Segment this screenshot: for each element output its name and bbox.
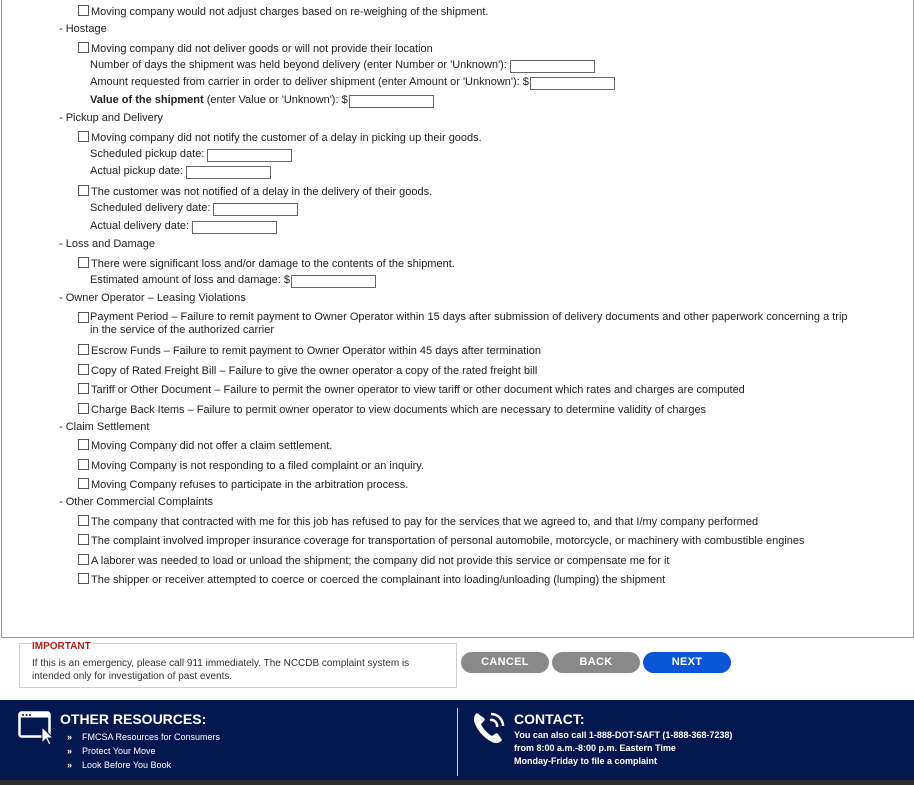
- field-row-shipment-value: Value of the shipment (enter Value or 'Unknown'): $: [90, 94, 434, 108]
- field-row-amount-requested: Amount requested from carrier in order to deliver shipment (enter Amount or 'Unknown'): $: [90, 76, 615, 90]
- link-look-before-you-book[interactable]: Look Before You Book: [82, 760, 172, 770]
- link-fmcsa-resources[interactable]: FMCSA Resources for Consumers: [82, 732, 221, 742]
- section-heading-hostage: - Hostage: [59, 23, 107, 35]
- checkbox[interactable]: [78, 459, 89, 470]
- resources-title: OTHER RESOURCES:: [60, 711, 207, 727]
- checkbox-row-delivery-delay[interactable]: The customer was not notified of a delay in the delivery of their goods.: [78, 185, 432, 199]
- scheduled-delivery-input[interactable]: [213, 203, 298, 216]
- important-notice: [19, 643, 457, 688]
- checkbox-row-not-responding[interactable]: Moving Company is not responding to a filed complaint or an inquiry.: [78, 459, 424, 473]
- actual-delivery-input[interactable]: [192, 221, 277, 234]
- field-row-scheduled-delivery: Scheduled delivery date:: [90, 202, 298, 216]
- checkbox[interactable]: [78, 478, 89, 489]
- loss-estimate-input[interactable]: [291, 275, 376, 288]
- checkbox-row-escrow[interactable]: Escrow Funds – Failure to remit payment to Owner Operator within 45 days after termination: [78, 344, 541, 358]
- contact-title: CONTACT:: [514, 711, 585, 727]
- footer-divider: [457, 708, 458, 776]
- footer-bottom-bar: [0, 780, 914, 785]
- section-heading-loss: - Loss and Damage: [59, 238, 155, 250]
- contact-line-hours: from 8:00 a.m.-8:00 p.m. Eastern Time: [514, 743, 676, 753]
- checkbox[interactable]: [78, 42, 89, 53]
- checkbox-row-refused-pay[interactable]: The company that contracted with me for this job has refused to pay for the services that we agreed to, and that I/my company performed: [78, 515, 758, 529]
- checkbox-row-loss[interactable]: There were significant loss and/or damage to the contents of the shipment.: [78, 257, 455, 271]
- checkbox[interactable]: [78, 515, 89, 526]
- checkbox-row-insurance[interactable]: The complaint involved improper insurance coverage for transportation of personal automobile, motorcycle, or machinery with combustible engines: [78, 534, 805, 548]
- cancel-button[interactable]: CANCEL: [461, 652, 549, 673]
- field-row-days-held: Number of days the shipment was held beyond delivery (enter Number or 'Unknown'):: [90, 59, 595, 73]
- next-button[interactable]: NEXT: [643, 652, 731, 673]
- checkbox[interactable]: [78, 439, 89, 450]
- field-row-scheduled-pickup: Scheduled pickup date:: [90, 148, 292, 162]
- link-protect-your-move[interactable]: Protect Your Move: [82, 746, 156, 756]
- checkbox[interactable]: [78, 131, 89, 142]
- checkbox-row-lumping[interactable]: The shipper or receiver attempted to coerce or coerced the complainant into loading/unloading (lumping) the shipment: [78, 573, 665, 587]
- field-row-loss-estimate: Estimated amount of loss and damage: $: [90, 274, 376, 288]
- checkbox-row-pickup-delay[interactable]: Moving company did not notify the customer of a delay in picking up their goods.: [78, 131, 482, 145]
- section-heading-owner-operator: - Owner Operator – Leasing Violations: [59, 292, 246, 304]
- checkbox[interactable]: [78, 534, 89, 545]
- contact-line-phone: You can also call 1-888-DOT-SAFT (1-888-368-7238): [514, 730, 733, 740]
- chevron-right-icon: »: [67, 746, 73, 756]
- chevron-right-icon: »: [67, 732, 73, 742]
- checkbox-row-tariff[interactable]: Tariff or Other Document – Failure to permit the owner operator to view tariff or other document which rates and charges are computed: [78, 383, 745, 397]
- checkbox-row-payment-period[interactable]: Payment Period – Failure to remit payment to Owner Operator within 15 days after submission of delivery documents and other paperwork concerning a trip in the service of the authorized carrier: [78, 311, 848, 337]
- checkbox-row-no-claim-offer[interactable]: Moving Company did not offer a claim settlement.: [78, 439, 332, 453]
- field-row-actual-pickup: Actual pickup date:: [90, 165, 271, 179]
- checkbox-row-charge-back[interactable]: Charge Back Items – Failure to permit owner operator to view documents which are necessary to determine validity of charges: [78, 403, 706, 417]
- chevron-right-icon: »: [67, 760, 73, 770]
- important-text: If this is an emergency, please call 911 immediately. The NCCDB complaint system is intended only for investigation of past events.: [32, 658, 410, 682]
- checkbox-row-freight-bill[interactable]: Copy of Rated Freight Bill – Failure to give the owner operator a copy of the rated freight bill: [78, 364, 537, 378]
- shipment-value-input[interactable]: [349, 95, 434, 108]
- checkbox[interactable]: [78, 364, 89, 375]
- section-heading-pickup: - Pickup and Delivery: [59, 112, 163, 124]
- checkbox-row-laborer[interactable]: A laborer was needed to load or unload the shipment; the company did not provide this service or compensate me for it: [78, 554, 669, 568]
- checkbox[interactable]: [78, 5, 89, 16]
- section-heading-other: - Other Commercial Complaints: [59, 496, 214, 508]
- window-cursor-icon: [18, 711, 56, 745]
- days-held-input[interactable]: [510, 60, 595, 73]
- complaint-form: [1, 0, 914, 638]
- actual-pickup-input[interactable]: [186, 166, 271, 179]
- checkbox[interactable]: [78, 312, 89, 323]
- back-button[interactable]: BACK: [552, 652, 640, 673]
- footer: [0, 700, 914, 780]
- checkbox-row-reweigh[interactable]: Moving company would not adjust charges based on re-weighing of the shipment.: [78, 5, 488, 19]
- checkbox[interactable]: [78, 573, 89, 584]
- field-row-actual-delivery: Actual delivery date:: [90, 220, 277, 234]
- checkbox[interactable]: [78, 185, 89, 196]
- checkbox[interactable]: [78, 554, 89, 565]
- section-heading-claim: - Claim Settlement: [59, 421, 150, 433]
- checkbox[interactable]: [78, 257, 89, 268]
- scheduled-pickup-input[interactable]: [207, 149, 292, 162]
- checkbox[interactable]: [78, 383, 89, 394]
- amount-requested-input[interactable]: [530, 77, 615, 90]
- checkbox-row-hostage[interactable]: Moving company did not deliver goods or will not provide their location: [78, 42, 433, 56]
- important-title: IMPORTANT: [32, 641, 91, 652]
- phone-icon: [471, 710, 507, 746]
- checkbox[interactable]: [78, 344, 89, 355]
- checkbox-row-arbitration[interactable]: Moving Company refuses to participate in the arbitration process.: [78, 478, 408, 492]
- checkbox[interactable]: [78, 403, 89, 414]
- contact-line-days: Monday-Friday to file a complaint: [514, 756, 658, 766]
